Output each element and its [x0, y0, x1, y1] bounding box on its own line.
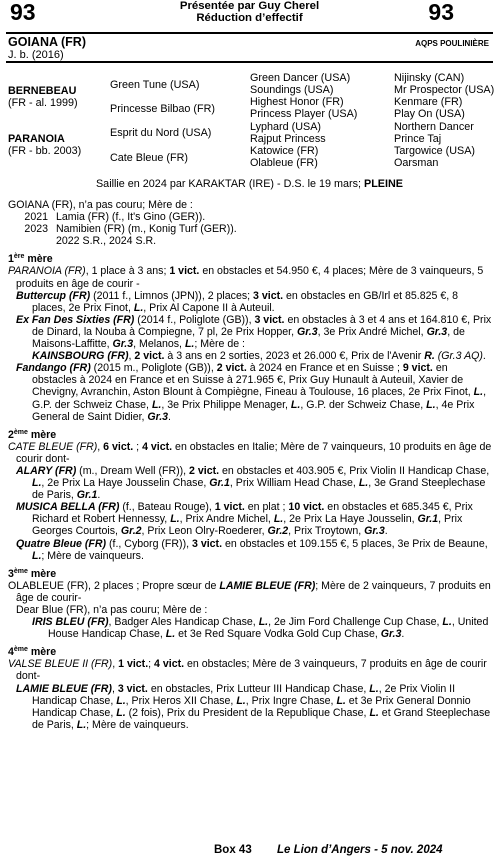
produce-row	[8, 223, 493, 235]
pedigree-gen4: Kenmare (FR)	[394, 96, 463, 108]
section-heading-third-dam: 3ème mère	[8, 567, 57, 580]
lot-number-left: 93	[10, 0, 36, 25]
pedigree-gen2: Princesse Bilbao (FR)	[110, 103, 216, 115]
catalogue-body	[8, 199, 493, 731]
progeny-entry: Ex Fan Des Sixties (FR) (2014 f., Poliglote (GB)), 3 vict. en obstacles à 3 et 4 ans et 164.810 €, Prix de Dinard, la Nouba à Compiegne, 7 pl, 2e Prix Hopper, Gr.3, 3e Prix André Michel, Gr.3, de Maisons-Laffitte, Gr.3, Melanos, L.; Mère de :	[16, 313, 492, 351]
produce-text: Lamia (FR) (f., It's Gino (GER)).	[56, 211, 206, 224]
horse-details: J. b. (2016)	[8, 49, 64, 61]
covering-status: PLEINE	[364, 178, 404, 190]
pedigree-gen3: Soundings (USA)	[250, 84, 334, 96]
pedigree-gen4: Mr Prospector (USA)	[394, 84, 495, 96]
pedigree-table	[0, 71, 499, 176]
pedigree-gen4: Targowice (USA)	[394, 145, 475, 157]
produce-text: Namibien (FR) (m., Konig Turf (GER)).	[56, 223, 237, 236]
third-dam-paragraph: OLABLEUE (FR), 2 places ; Propre sœur de LAMIE BLEUE (FR); Mère de 2 vainqueurs, 7 produits en âge de courir-	[8, 579, 491, 604]
progeny-entry: ALARY (FR) (m., Dream Well (FR)), 2 vict. en obstacles et 403.905 €, Prix Violin II Handicap Chase, L., 2e Prix La Haye Jousselin Chase, Gr.1, Prix William Head Chase, L., 3e Grand Steeplechase de Paris, Gr.1.	[16, 464, 490, 502]
horse-title-band	[6, 32, 493, 63]
pedigree-gen2: Cate Bleue (FR)	[110, 152, 189, 164]
pedigree-gen3: Green Dancer (USA)	[250, 72, 351, 84]
pedigree-gen3: Olableue (FR)	[250, 157, 318, 169]
section-heading-first-dam: 1ère mère	[8, 253, 53, 266]
pedigree-gen3: Highest Honor (FR)	[250, 96, 344, 108]
pedigree-gen4: Oarsman	[394, 157, 439, 169]
section-heading-second-dam: 2ème mère	[8, 428, 57, 441]
progeny-entry: Dear Blue (FR), n’a pas couru; Mère de :	[16, 604, 208, 616]
section-heading-fourth-dam: 4ème mère	[8, 646, 57, 659]
lot-number-right: 93	[428, 0, 454, 25]
sire-name: BERNEBEAU	[8, 85, 77, 97]
progeny-entry: LAMIE BLEUE (FR), 3 vict. en obstacles, Prix Lutteur III Handicap Chase, L., 2e Prix Violin II Handicap Chase, L., Prix Heros XII Chase, L., Prix Ingre Chase, L. et 3e Prix General Donnio Handicap Chase, L. (2 fois), Prix du President de la Republique Chase, L. et Grand Steeplechase de Paris, L.; Mère de vainqueurs.	[16, 682, 491, 731]
dam-name: PARANOIA	[8, 133, 65, 145]
pedigree-gen3: Princess Player (USA)	[250, 108, 358, 120]
fourth-dam-paragraph: VALSE BLEUE II (FR), 1 vict.; 4 vict. en obstacles; Mère de 3 vainqueurs, 7 produits en âge de courir dont-	[8, 658, 487, 683]
produce-year: 2021	[24, 211, 48, 224]
box-number: Box 43	[214, 844, 252, 856]
category-tag: AQPS POULINIÈRE	[415, 39, 489, 48]
pedigree-gen3: Rajput Princess	[250, 133, 326, 145]
covering-text: Saillie en 2024 par KARAKTAR (IRE) - D.S. le 19 mars;	[95, 178, 365, 190]
pedigree-gen4: Northern Dancer	[394, 121, 474, 133]
progeny-entry: Fandango (FR) (2015 m., Poliglote (GB)), 2 vict. à 2024 en France et en Suisse ; 9 vict. en obstacles à 2024 en France et en Suisse à 271.965 €, Prix Guy Hunault à Auteuil, Xavier de Chevigny, Avranchin, Aston Blount à Compiègne, Fineau à Toulouse, 16 places, 2e Prix Finot, L., G.P. der Schweiz Chase, L., 3e Prix Philippe Menager, L., G.P. der Schweiz Chase, L., 4e Prix General de Saint Didier, Gr.3.	[16, 362, 487, 423]
sale-note: 2022 S.R., 2024 S.R.	[56, 235, 157, 248]
pedigree-gen3: Katowice (FR)	[250, 145, 319, 157]
progeny-entry: MUSICA BELLA (FR) (f., Bateau Rouge), 1 vict. en plat ; 10 vict. en obstacles et 685.345 €, Prix Richard et Robert Hennessy, L., Prix Andre Michel, L., 2e Prix La Haye Jousselin, Gr.1, Prix Georges Courtois, Gr.2, Prix Leon Olry-Roederer, Gr.2, Prix Troytown, Gr.3.	[16, 501, 473, 538]
pedigree-gen4: Nijinsky (CAN)	[394, 72, 465, 84]
produce-year: 2023	[24, 223, 48, 236]
dam-info: (FR - bb. 2003)	[8, 145, 82, 157]
first-dam-paragraph: PARANOIA (FR), 1 place à 3 ans; 1 vict. en obstacles et 54.950 €, 4 places; Mère de 3 vainqueurs, 5 produits en âge de courir -	[8, 265, 484, 290]
progeny-entry: Quatre Bleue (FR) (f., Cyborg (FR)), 3 vict. en obstacles et 109.155 €, 5 places, 3e Prix de Beaune, L.; Mère de vainqueurs.	[16, 537, 488, 562]
progeny-entry: KAINSBOURG (FR), 2 vict. à 3 ans en 2 sorties, 2023 et 26.000 €, Prix de l'Avenir R. (Gr.3 AQ).	[32, 350, 486, 363]
reduction-line: Réduction d’effectif	[196, 12, 303, 24]
sale-location-date: Le Lion d’Angers - 5 nov. 2024	[277, 844, 443, 856]
horse-name: GOIANA (FR)	[8, 35, 86, 49]
pedigree-gen4: Prince Taj	[394, 133, 442, 145]
produce-intro: GOIANA (FR), n’a pas couru; Mère de :	[8, 199, 193, 211]
covering-note	[0, 178, 499, 190]
pedigree-gen2: Esprit du Nord (USA)	[110, 127, 212, 139]
sire-info: (FR - al. 1999)	[8, 97, 78, 109]
pedigree-gen3: Lyphard (USA)	[250, 121, 322, 133]
page-header	[0, 0, 499, 34]
second-dam-paragraph: CATE BLEUE (FR), 6 vict. ; 4 vict. en obstacles en Italie; Mère de 7 vainqueurs, 10 produits en âge de courir dont-	[8, 440, 492, 465]
progeny-entry: IRIS BLEU (FR), Badger Ales Handicap Chase, L., 2e Jim Ford Challenge Cup Chase, L., United House Handicap Chase, L. et 3e Red Square Vodka Gold Cup Chase, Gr.3.	[32, 616, 489, 641]
pedigree-gen2: Green Tune (USA)	[110, 79, 200, 91]
progeny-entry: Buttercup (FR) (2011 f., Limnos (JPN)), 2 places; 3 vict. en obstacles en GB/Irl et 85.825 €, 8 places, 2e Prix Finot, L., Prix Al Capone II à Auteuil.	[16, 289, 458, 314]
presenter	[0, 0, 499, 24]
pedigree-gen4: Play On (USA)	[394, 108, 465, 120]
produce-row	[8, 211, 493, 223]
produce-sale-note	[8, 235, 493, 247]
presenter-line: Présentée par Guy Cherel	[179, 0, 320, 12]
